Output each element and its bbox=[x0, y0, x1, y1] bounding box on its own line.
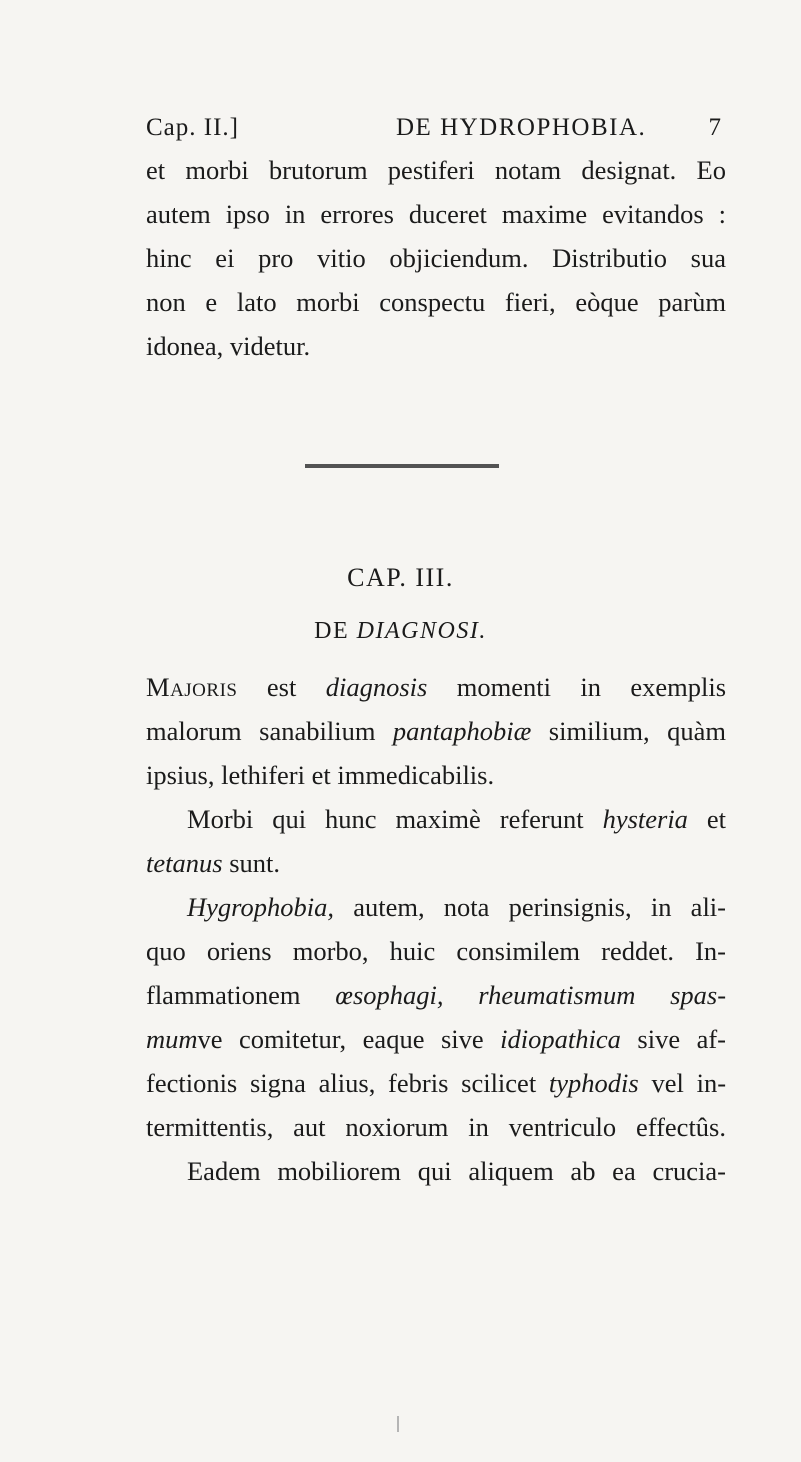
text-line: mumve comitetur, eaque sive idiopathica sive af- bbox=[146, 1024, 727, 1054]
section-divider bbox=[305, 464, 499, 468]
text-line: termittentis, aut noxiorum in ventriculo effectûs. bbox=[146, 1112, 726, 1142]
emphasis-term: diagnosis bbox=[325, 672, 428, 702]
emphasis-term: œsophagi, bbox=[335, 980, 444, 1010]
text-line: Majoris est diagnosis momenti in exemplis bbox=[146, 672, 727, 702]
chapter-title bbox=[0, 618, 801, 645]
chapter-title-main: DIAGNOSI. bbox=[356, 618, 487, 644]
text-line: autem ipso in errores duceret maxime evitandos : bbox=[146, 199, 726, 229]
text-line: tetanus sunt. bbox=[146, 848, 280, 878]
emphasis-term: hysteria bbox=[602, 804, 688, 834]
running-head bbox=[146, 110, 722, 146]
running-title: DE HYDROPHOBIA. bbox=[396, 114, 647, 141]
emphasis-term: typhodis bbox=[548, 1068, 639, 1098]
page-number: 7 bbox=[708, 114, 722, 141]
text-line: hinc ei pro vitio objiciendum. Distributio sua bbox=[146, 243, 726, 273]
emphasis-term: idiopathica bbox=[500, 1024, 621, 1054]
emphasis-term: pantaphobiæ bbox=[392, 716, 532, 746]
text-line: fectionis signa alius, febris scilicet typhodis vel in- bbox=[146, 1068, 727, 1098]
text-line: quo oriens morbo, huic consimilem reddet. In- bbox=[146, 936, 726, 966]
page-mark bbox=[397, 1416, 399, 1432]
text-line: idonea, videtur. bbox=[146, 331, 311, 361]
emphasis-term: Hygrophobia, bbox=[187, 892, 334, 922]
chapter-title-prefix: DE bbox=[314, 618, 350, 644]
text-line: et morbi brutorum pestiferi notam designat. Eo bbox=[146, 155, 726, 185]
text-line: ipsius, lethiferi et immedicabilis. bbox=[146, 760, 495, 790]
text-line: flammationem œsophagi, rheumatismum spas- bbox=[146, 980, 727, 1010]
emphasis-term: rheumatismum spas- bbox=[478, 980, 727, 1010]
text-line: Eadem mobiliorem qui aliquem ab ea crucia- bbox=[187, 1156, 726, 1186]
text-line: non e lato morbi conspectu fieri, eòque parùm bbox=[146, 287, 726, 317]
text-line: Morbi qui hunc maximè referunt hysteria et bbox=[187, 804, 727, 834]
chapter-number: CAP. III. bbox=[347, 563, 454, 592]
emphasis-term: mum bbox=[146, 1024, 198, 1054]
chapter-reference: Cap. II.] bbox=[146, 114, 239, 141]
text-line: Hygrophobia, autem, nota perinsignis, in ali- bbox=[187, 892, 726, 922]
emphasis-term: tetanus bbox=[146, 848, 223, 878]
opening-word: Majoris bbox=[146, 672, 238, 702]
text-line: malorum sanabilium pantaphobiæ similium, quàm bbox=[146, 716, 726, 746]
